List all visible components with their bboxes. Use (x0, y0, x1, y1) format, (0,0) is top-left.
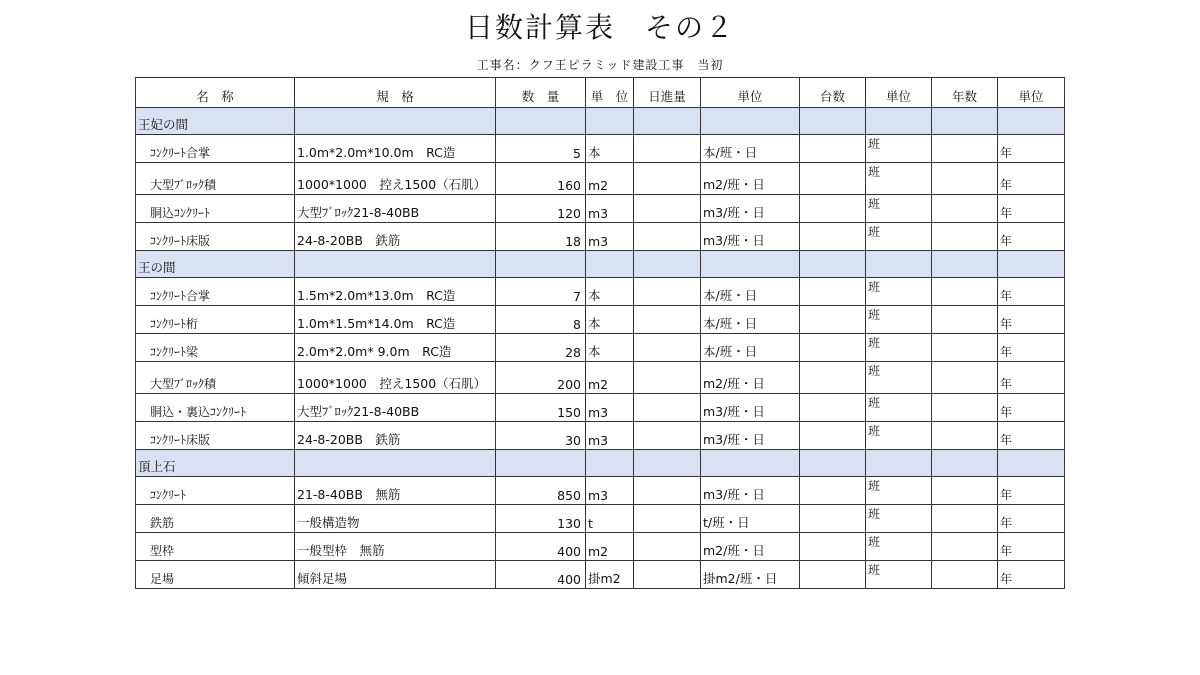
years-cell[interactable] (932, 163, 998, 195)
crew-unit[interactable]: 班 (866, 278, 932, 306)
item-unit[interactable]: m3 (586, 422, 634, 450)
crew-unit[interactable]: 班 (866, 306, 932, 334)
item-spec[interactable]: 1000*1000 控え1500（石肌） (295, 163, 496, 195)
calculation-table (135, 77, 1065, 589)
years-cell[interactable] (932, 278, 998, 306)
item-spec[interactable]: 一般型枠 無筋 (295, 533, 496, 561)
item-name[interactable]: ｺﾝｸﾘｰﾄ桁 (136, 306, 295, 334)
crew-count-cell[interactable] (800, 163, 866, 195)
column-header: 単位 (701, 78, 800, 108)
years-cell[interactable] (932, 561, 998, 589)
crew-unit[interactable]: 班 (866, 533, 932, 561)
years-cell[interactable] (932, 422, 998, 450)
item-unit[interactable]: 本 (586, 334, 634, 362)
item-unit[interactable]: 本 (586, 278, 634, 306)
daily-output-unit[interactable]: m2/班・日 (701, 533, 800, 561)
empty-cell[interactable] (634, 251, 701, 278)
crew-unit[interactable]: 班 (866, 561, 932, 589)
years-cell[interactable] (932, 505, 998, 533)
table-row (136, 362, 1065, 394)
years-unit[interactable]: 年 (998, 394, 1065, 422)
daily-output-cell[interactable] (634, 306, 701, 334)
item-name[interactable]: ｺﾝｸﾘｰﾄ梁 (136, 334, 295, 362)
item-quantity[interactable]: 160 (496, 163, 586, 195)
daily-output-cell[interactable] (634, 505, 701, 533)
item-spec[interactable]: 21-8-40BB 無筋 (295, 477, 496, 505)
daily-output-unit[interactable]: 掛m2/班・日 (701, 561, 800, 589)
item-unit[interactable]: m3 (586, 223, 634, 251)
crew-count-cell[interactable] (800, 394, 866, 422)
years-cell[interactable] (932, 195, 998, 223)
section-label[interactable]: 王妃の間 (136, 108, 295, 135)
crew-count-cell[interactable] (800, 477, 866, 505)
item-unit[interactable]: 本 (586, 306, 634, 334)
table-row (136, 422, 1065, 450)
item-name[interactable]: ｺﾝｸﾘｰﾄ (136, 477, 295, 505)
daily-output-cell[interactable] (634, 223, 701, 251)
years-unit[interactable]: 年 (998, 135, 1065, 163)
empty-cell[interactable] (586, 251, 634, 278)
crew-count-cell[interactable] (800, 362, 866, 394)
crew-unit[interactable]: 班 (866, 135, 932, 163)
daily-output-cell[interactable] (634, 533, 701, 561)
daily-output-unit[interactable]: m2/班・日 (701, 163, 800, 195)
years-cell[interactable] (932, 533, 998, 561)
item-spec[interactable]: 傾斜足場 (295, 561, 496, 589)
item-unit[interactable]: m2 (586, 533, 634, 561)
years-unit[interactable]: 年 (998, 223, 1065, 251)
daily-output-cell[interactable] (634, 477, 701, 505)
item-name[interactable]: 型枠 (136, 533, 295, 561)
table-row (136, 278, 1065, 306)
years-unit[interactable]: 年 (998, 163, 1065, 195)
years-cell[interactable] (932, 306, 998, 334)
column-header: 数 量 (496, 78, 586, 108)
column-header: 単 位 (586, 78, 634, 108)
item-spec[interactable]: 一般構造物 (295, 505, 496, 533)
empty-cell[interactable] (932, 108, 998, 135)
item-quantity[interactable]: 8 (496, 306, 586, 334)
daily-output-unit[interactable]: 本/班・日 (701, 135, 800, 163)
crew-unit[interactable]: 班 (866, 394, 932, 422)
daily-output-unit[interactable]: m3/班・日 (701, 477, 800, 505)
table-row (136, 334, 1065, 362)
daily-output-cell[interactable] (634, 422, 701, 450)
daily-output-unit[interactable]: 本/班・日 (701, 278, 800, 306)
item-name[interactable]: 足場 (136, 561, 295, 589)
empty-cell[interactable] (866, 108, 932, 135)
item-spec[interactable]: 大型ﾌﾞﾛｯｸ21-8-40BB (295, 195, 496, 223)
years-unit[interactable]: 年 (998, 561, 1065, 589)
empty-cell[interactable] (496, 251, 586, 278)
crew-count-cell[interactable] (800, 278, 866, 306)
crew-unit[interactable]: 班 (866, 422, 932, 450)
item-quantity[interactable]: 400 (496, 533, 586, 561)
crew-count-cell[interactable] (800, 561, 866, 589)
years-unit[interactable]: 年 (998, 505, 1065, 533)
item-spec[interactable]: 1000*1000 控え1500（石肌） (295, 362, 496, 394)
column-header: 規 格 (295, 78, 496, 108)
years-unit[interactable]: 年 (998, 306, 1065, 334)
daily-output-unit[interactable]: 本/班・日 (701, 306, 800, 334)
years-unit[interactable]: 年 (998, 422, 1065, 450)
empty-cell[interactable] (295, 450, 496, 477)
table-row (136, 195, 1065, 223)
empty-cell[interactable] (496, 108, 586, 135)
table-row (136, 477, 1065, 505)
daily-output-unit[interactable]: m2/班・日 (701, 362, 800, 394)
column-header: 日進量 (634, 78, 701, 108)
years-unit[interactable]: 年 (998, 362, 1065, 394)
item-name[interactable]: 胴込・裏込ｺﾝｸﾘｰﾄ (136, 394, 295, 422)
empty-cell[interactable] (701, 108, 800, 135)
item-quantity[interactable]: 150 (496, 394, 586, 422)
empty-cell[interactable] (932, 450, 998, 477)
item-quantity[interactable]: 400 (496, 561, 586, 589)
item-spec[interactable]: 2.0m*2.0m* 9.0m RC造 (295, 334, 496, 362)
item-unit[interactable]: m3 (586, 394, 634, 422)
item-spec[interactable]: 1.5m*2.0m*13.0m RC造 (295, 278, 496, 306)
item-spec[interactable]: 大型ﾌﾞﾛｯｸ21-8-40BB (295, 394, 496, 422)
daily-output-unit[interactable]: m3/班・日 (701, 223, 800, 251)
empty-cell[interactable] (800, 450, 866, 477)
table-row (136, 394, 1065, 422)
empty-cell[interactable] (800, 108, 866, 135)
item-spec[interactable]: 24-8-20BB 鉄筋 (295, 223, 496, 251)
years-unit[interactable]: 年 (998, 195, 1065, 223)
years-unit[interactable]: 年 (998, 477, 1065, 505)
item-name[interactable]: ｺﾝｸﾘｰﾄ合掌 (136, 135, 295, 163)
daily-output-unit[interactable]: t/班・日 (701, 505, 800, 533)
item-name[interactable]: 大型ﾌﾞﾛｯｸ積 (136, 163, 295, 195)
page-title: 日数計算表 その２ (464, 11, 735, 44)
section-label[interactable]: 頂上石 (136, 450, 295, 477)
daily-output-cell[interactable] (634, 394, 701, 422)
item-quantity[interactable]: 120 (496, 195, 586, 223)
table-row (136, 163, 1065, 195)
daily-output-cell[interactable] (634, 195, 701, 223)
table-row (136, 561, 1065, 589)
item-quantity[interactable]: 30 (496, 422, 586, 450)
item-name[interactable]: 胴込ｺﾝｸﾘｰﾄ (136, 195, 295, 223)
item-quantity[interactable]: 130 (496, 505, 586, 533)
empty-cell[interactable] (496, 450, 586, 477)
column-header: 年数 (932, 78, 998, 108)
daily-output-unit[interactable]: m3/班・日 (701, 394, 800, 422)
daily-output-cell[interactable] (634, 561, 701, 589)
column-header: 台数 (800, 78, 866, 108)
crew-unit[interactable]: 班 (866, 362, 932, 394)
empty-cell[interactable] (586, 108, 634, 135)
empty-cell[interactable] (634, 450, 701, 477)
daily-output-cell[interactable] (634, 362, 701, 394)
item-quantity[interactable]: 5 (496, 135, 586, 163)
years-unit[interactable]: 年 (998, 278, 1065, 306)
empty-cell[interactable] (932, 251, 998, 278)
empty-cell[interactable] (998, 450, 1065, 477)
section-row (136, 450, 1065, 477)
header-row (136, 78, 1065, 108)
crew-count-cell[interactable] (800, 505, 866, 533)
crew-unit[interactable]: 班 (866, 195, 932, 223)
item-unit[interactable]: m2 (586, 362, 634, 394)
item-unit[interactable]: m3 (586, 195, 634, 223)
column-header: 単位 (998, 78, 1065, 108)
crew-unit[interactable]: 班 (866, 223, 932, 251)
crew-unit[interactable]: 班 (866, 334, 932, 362)
empty-cell[interactable] (998, 251, 1065, 278)
daily-output-unit[interactable]: 本/班・日 (701, 334, 800, 362)
section-row (136, 108, 1065, 135)
item-spec[interactable]: 1.0m*1.5m*14.0m RC造 (295, 306, 496, 334)
crew-count-cell[interactable] (800, 195, 866, 223)
years-cell[interactable] (932, 362, 998, 394)
item-unit[interactable]: 本 (586, 135, 634, 163)
years-cell[interactable] (932, 135, 998, 163)
years-cell[interactable] (932, 334, 998, 362)
empty-cell[interactable] (586, 450, 634, 477)
crew-count-cell[interactable] (800, 306, 866, 334)
crew-count-cell[interactable] (800, 334, 866, 362)
crew-count-cell[interactable] (800, 422, 866, 450)
empty-cell[interactable] (998, 108, 1065, 135)
table-row (136, 533, 1065, 561)
item-quantity[interactable]: 28 (496, 334, 586, 362)
daily-output-cell[interactable] (634, 334, 701, 362)
table-row (136, 306, 1065, 334)
item-unit[interactable]: t (586, 505, 634, 533)
daily-output-cell[interactable] (634, 278, 701, 306)
daily-output-cell[interactable] (634, 135, 701, 163)
empty-cell[interactable] (701, 450, 800, 477)
empty-cell[interactable] (634, 108, 701, 135)
empty-cell[interactable] (866, 450, 932, 477)
project-name: 工事名：クフ王ピラミッド建設工事 当初 (476, 58, 724, 72)
item-quantity[interactable]: 200 (496, 362, 586, 394)
crew-unit[interactable]: 班 (866, 505, 932, 533)
empty-cell[interactable] (800, 251, 866, 278)
item-spec[interactable]: 24-8-20BB 鉄筋 (295, 422, 496, 450)
crew-count-cell[interactable] (800, 223, 866, 251)
item-unit[interactable]: m3 (586, 477, 634, 505)
crew-count-cell[interactable] (800, 135, 866, 163)
daily-output-cell[interactable] (634, 163, 701, 195)
empty-cell[interactable] (295, 251, 496, 278)
table-row (136, 223, 1065, 251)
item-name[interactable]: ｺﾝｸﾘｰﾄ床版 (136, 223, 295, 251)
empty-cell[interactable] (295, 108, 496, 135)
column-header: 名 称 (136, 78, 295, 108)
item-quantity[interactable]: 18 (496, 223, 586, 251)
empty-cell[interactable] (701, 251, 800, 278)
table-row (136, 135, 1065, 163)
item-spec[interactable]: 1.0m*2.0m*10.0m RC造 (295, 135, 496, 163)
years-unit[interactable]: 年 (998, 334, 1065, 362)
daily-output-unit[interactable]: m3/班・日 (701, 195, 800, 223)
item-quantity[interactable]: 7 (496, 278, 586, 306)
table-row (136, 505, 1065, 533)
crew-unit[interactable]: 班 (866, 477, 932, 505)
item-name[interactable]: 大型ﾌﾞﾛｯｸ積 (136, 362, 295, 394)
crew-count-cell[interactable] (800, 533, 866, 561)
years-cell[interactable] (932, 394, 998, 422)
years-cell[interactable] (932, 223, 998, 251)
years-unit[interactable]: 年 (998, 533, 1065, 561)
item-quantity[interactable]: 850 (496, 477, 586, 505)
item-name[interactable]: 鉄筋 (136, 505, 295, 533)
crew-unit[interactable]: 班 (866, 163, 932, 195)
daily-output-unit[interactable]: m3/班・日 (701, 422, 800, 450)
column-header: 単位 (866, 78, 932, 108)
item-unit[interactable]: m2 (586, 163, 634, 195)
section-row (136, 251, 1065, 278)
item-unit[interactable]: 掛m2 (586, 561, 634, 589)
section-label[interactable]: 王の間 (136, 251, 295, 278)
item-name[interactable]: ｺﾝｸﾘｰﾄ床版 (136, 422, 295, 450)
years-cell[interactable] (932, 477, 998, 505)
empty-cell[interactable] (866, 251, 932, 278)
item-name[interactable]: ｺﾝｸﾘｰﾄ合掌 (136, 278, 295, 306)
